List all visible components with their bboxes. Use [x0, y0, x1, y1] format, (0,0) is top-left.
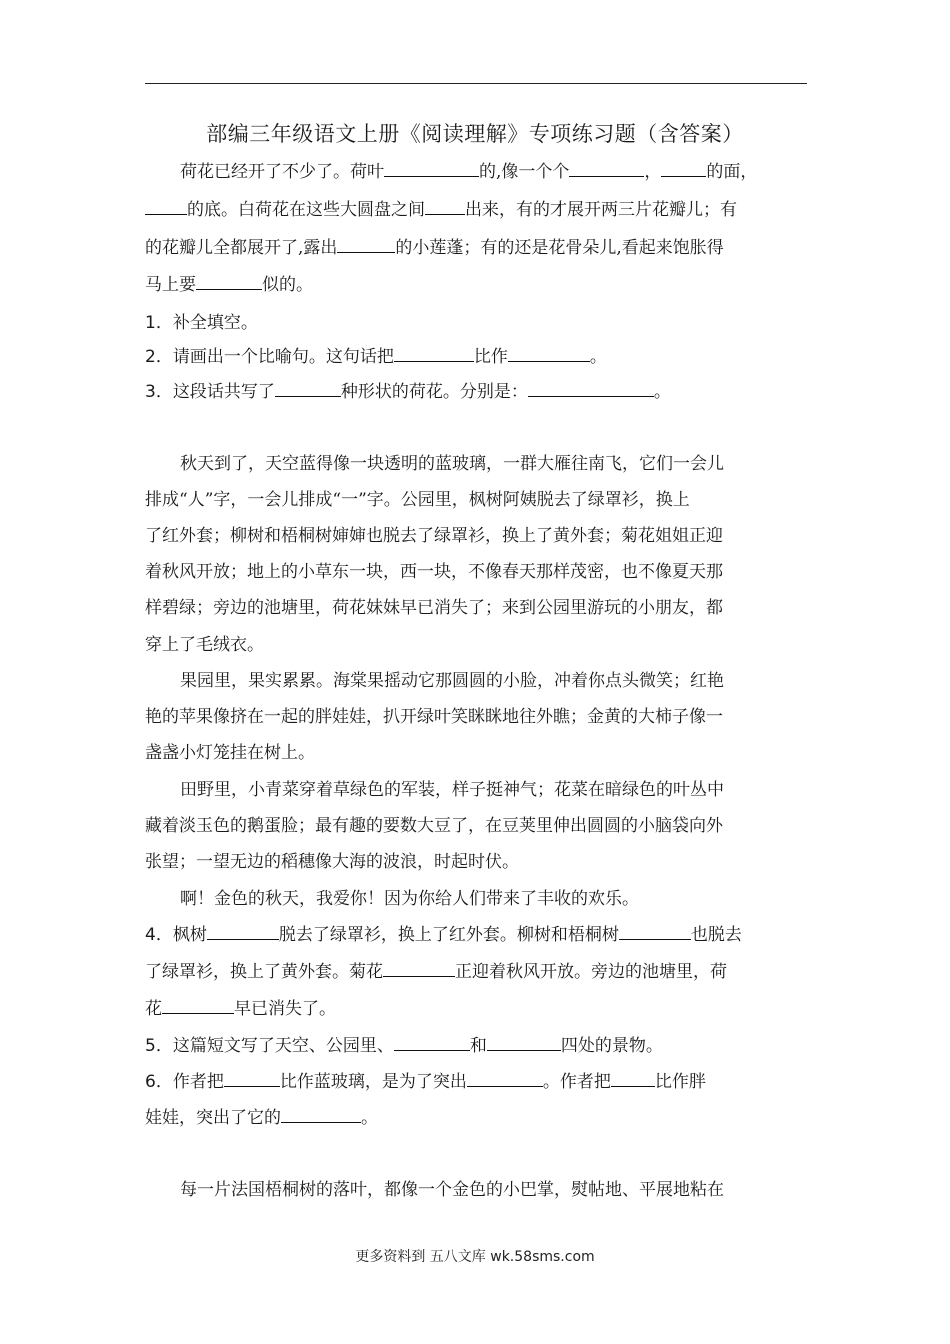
- passage2-line: 了红外套；柳树和梧桐树婶婶也脱去了绿罩衫，换上了黄外套；菊花姐姐正迎: [145, 526, 723, 546]
- passage2-line: 张望；一望无边的稻穗像大海的波浪，时起时伏。: [145, 852, 519, 872]
- passage2-line: 田野里，小青菜穿着草绿色的军装，样子挺神气；花菜在暗绿色的叶丛中: [180, 780, 724, 800]
- question-4-cont: 花 早已消失了。: [145, 999, 336, 1019]
- answer-blank[interactable]: [384, 160, 479, 177]
- header-rule: [145, 83, 807, 84]
- footer-source: 更多资料到 五八文库 wk.58sms.com: [355, 1249, 595, 1265]
- answer-blank[interactable]: [467, 1070, 543, 1087]
- passage3-line: 每一片法国梧桐树的落叶，都像一个金色的小巴掌，熨帖地、平展地粘在: [180, 1180, 724, 1200]
- passage2-line: 盏盏小灯笼挂在树上。: [145, 743, 315, 763]
- answer-blank[interactable]: [528, 380, 654, 397]
- passage2-line: 样碧绿；旁边的池塘里，荷花妹妹早已消失了；来到公园里游玩的小朋友，都: [145, 598, 723, 618]
- question-5: 5．这篇短文写了天空、公园里、 和 四处的景物。: [145, 1036, 663, 1056]
- passage2-line: 藏着淡玉色的鹅蛋脸；最有趣的要数大豆了，在豆荚里伸出圆圆的小脑袋向外: [145, 816, 723, 836]
- answer-blank[interactable]: [207, 923, 279, 940]
- answer-blank[interactable]: [394, 345, 474, 362]
- answer-blank[interactable]: [619, 923, 691, 940]
- answer-blank[interactable]: [196, 273, 262, 290]
- question-6: 6．作者把 比作蓝玻璃，是为了突出 。作者把 比作胖: [145, 1072, 706, 1092]
- passage1-line: 的花瓣儿全都展开了,露出 的小莲蓬；有的还是花骨朵儿,看起来饱胀得: [145, 238, 724, 258]
- answer-blank[interactable]: [425, 198, 465, 215]
- answer-blank[interactable]: [162, 997, 234, 1014]
- passage2-line: 秋天到了，天空蓝得像一块透明的蓝玻璃，一群大雁往南飞，它们一会儿: [180, 454, 724, 474]
- answer-blank[interactable]: [611, 1070, 655, 1087]
- passage2-line: 排成“人”字，一会儿排成“一”字。公园里，枫树阿姨脱去了绿罩衫，换上: [145, 490, 690, 510]
- answer-blank[interactable]: [569, 160, 644, 177]
- passage2-line: 啊！金色的秋天，我爱你！因为你给人们带来了丰收的欢乐。: [180, 889, 639, 909]
- answer-blank[interactable]: [337, 236, 395, 253]
- answer-blank[interactable]: [224, 1070, 280, 1087]
- page-title: 部编三年级语文上册《阅读理解》专项练习题（含答案）: [206, 122, 744, 146]
- passage2-line: 艳的苹果像挤在一起的胖娃娃，扒开绿叶笑眯眯地往外瞧；金黄的大柿子像一: [145, 707, 723, 727]
- question-4-cont: 了绿罩衫，换上了黄外套。菊花 正迎着秋风开放。旁边的池塘里，荷: [145, 962, 727, 982]
- answer-blank[interactable]: [487, 1034, 561, 1051]
- question-1: 1．补全填空。: [145, 313, 258, 333]
- answer-blank[interactable]: [275, 380, 341, 397]
- question-4: 4．枫树 脱去了绿罩衫，换上了红外套。柳树和梧桐树 也脱去: [145, 925, 742, 945]
- answer-blank[interactable]: [661, 160, 706, 177]
- answer-blank[interactable]: [145, 198, 187, 215]
- answer-blank[interactable]: [281, 1106, 361, 1123]
- passage1-line: 的底。白荷花在这些大圆盘之间 出来，有的才展开两三片花瓣儿；有: [145, 197, 737, 223]
- question-2: 2．请画出一个比喻句。这句话把 比作 。: [145, 347, 607, 367]
- passage2-line: 穿上了毛绒衣。: [145, 635, 264, 655]
- passage2-line: 着秋风开放；地上的小草东一块，西一块，不像春天那样茂密，也不像夏天那: [145, 562, 723, 582]
- answer-blank[interactable]: [508, 345, 590, 362]
- passage1-line: 荷花已经开了不少了。荷叶 的,像一个个 ， 的面，: [180, 162, 758, 182]
- passage2-line: 果园里，果实累累。海棠果摇动它那圆圆的小脸，冲着你点头微笑；红艳: [180, 671, 724, 691]
- passage1-line: 马上要 似的。: [145, 275, 313, 295]
- answer-blank[interactable]: [383, 960, 455, 977]
- question-6-cont: 娃娃，突出了它的 。: [145, 1108, 378, 1128]
- question-3: 3．这段话共写了 种形状的荷花。分别是： 。: [145, 382, 671, 402]
- answer-blank[interactable]: [394, 1034, 470, 1051]
